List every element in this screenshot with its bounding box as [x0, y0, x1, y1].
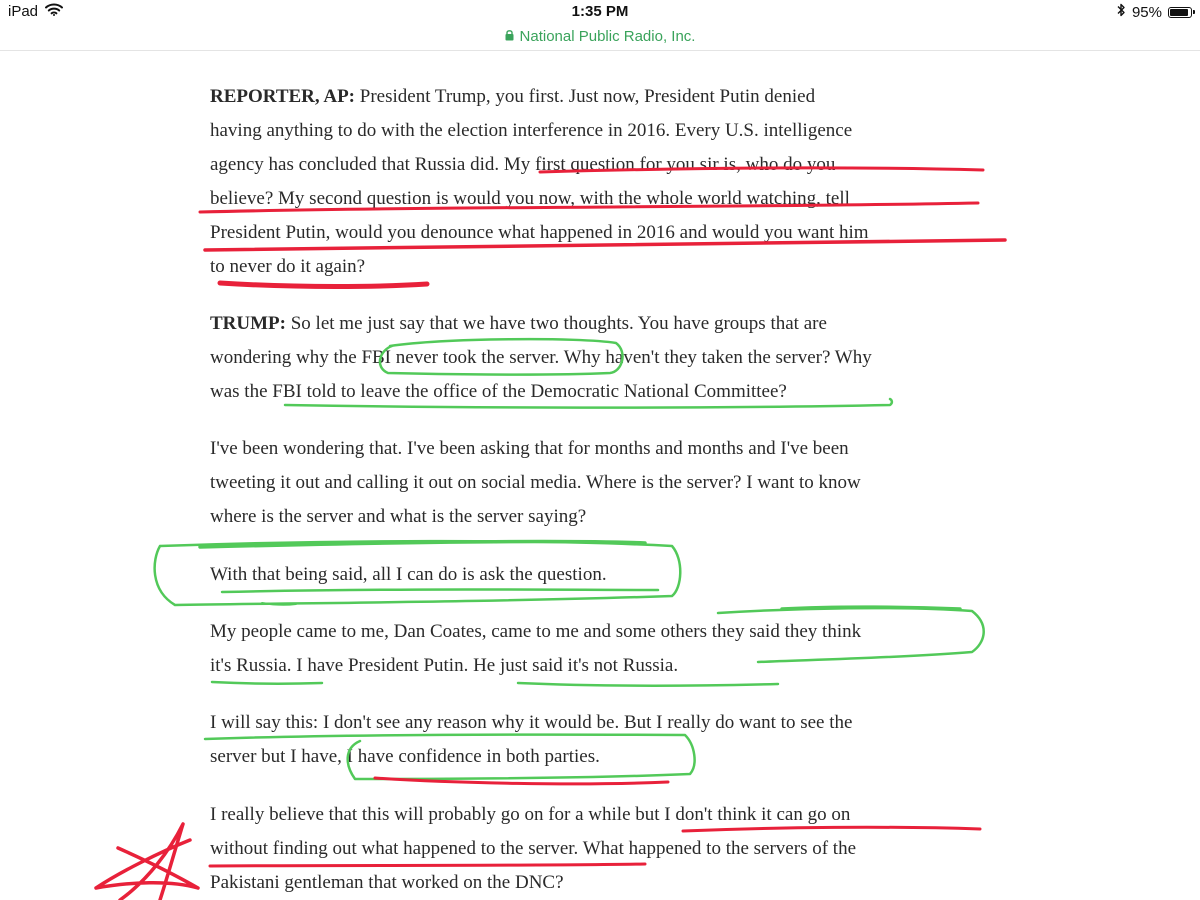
- article-line: agency has concluded that Russia did. My first question for you sir is, who do you: [210, 154, 836, 175]
- status-time: 1:35 PM: [571, 3, 629, 20]
- article-line: server but I have, I have confidence in both parties.: [210, 746, 600, 767]
- article-line: believe? My second question is would you now, with the whole world watching, tell: [210, 188, 850, 209]
- article-line: I really believe that this will probably go on for a while but I don't think it can go on: [210, 804, 851, 825]
- device-label: iPad: [8, 3, 39, 20]
- article-line: tweeting it out and calling it out on social media. Where is the server? I want to know: [210, 472, 861, 493]
- article-line: [210, 314, 827, 334]
- site-name[interactable]: National Public Radio, Inc.: [519, 27, 696, 45]
- article-line: [210, 87, 815, 107]
- line-text: President Trump, you first. Just now, President Putin denied: [355, 86, 816, 107]
- article-line: where is the server and what is the server saying?: [210, 506, 587, 527]
- article-line: With that being said, all I can do is ask the question.: [210, 564, 607, 585]
- article-line: President Putin, would you denounce what happened in 2016 and would you want him: [210, 222, 869, 243]
- speaker-label: REPORTER, AP:: [210, 86, 356, 107]
- article-line: I will say this: I don't see any reason why it would be. But I really do want to see the: [210, 712, 853, 733]
- speaker-label: TRUMP:: [210, 313, 286, 334]
- article-line: I've been wondering that. I've been asking that for months and months and I've been: [210, 438, 849, 459]
- article-line: to never do it again?: [210, 256, 366, 277]
- battery-percent: 95%: [1131, 3, 1162, 21]
- article-line: Pakistani gentleman that worked on the DNC?: [210, 872, 564, 893]
- article-line: having anything to do with the election interference in 2016. Every U.S. intelligence: [210, 120, 853, 141]
- article-line: without finding out what happened to the server. What happened to the servers of the: [210, 838, 856, 859]
- article-line: was the FBI told to leave the office of the Democratic National Committee?: [210, 381, 787, 402]
- article-line: My people came to me, Dan Coates, came to me and some others they said they think: [210, 621, 862, 642]
- line-text: So let me just say that we have two thoughts. You have groups that are: [285, 313, 827, 334]
- article-line: it's Russia. I have President Putin. He just said it's not Russia.: [210, 655, 679, 676]
- article-line: wondering why the FBI never took the server. Why haven't they taken the server? Why: [210, 347, 872, 368]
